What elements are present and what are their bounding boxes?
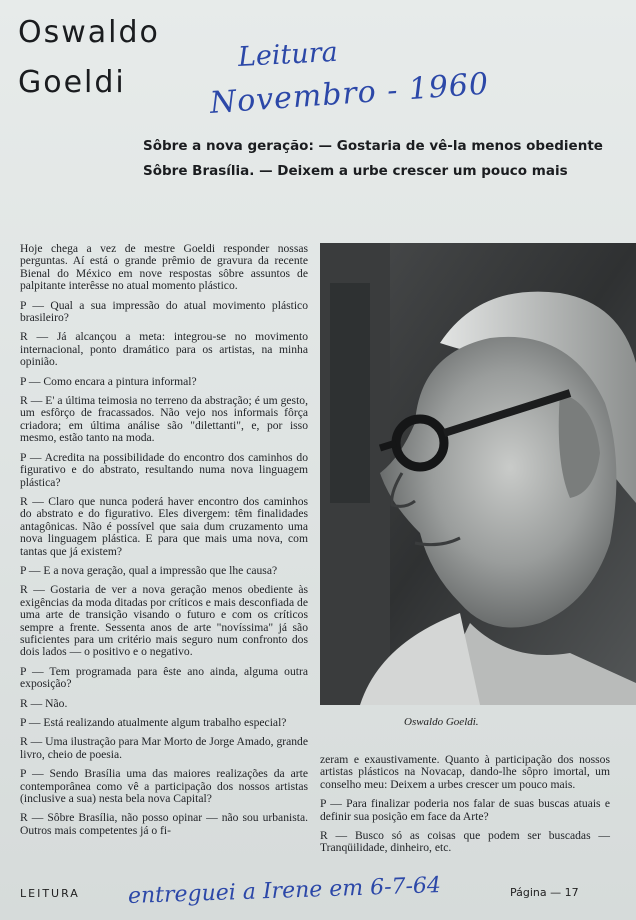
article-left-column [20, 243, 308, 844]
question-3: P — Acredita na possibilidade do encontro dos caminhos do figurativo e do abstrato, resultando numa nova linguagem plástica? [20, 450, 308, 489]
article-right-column [320, 754, 610, 862]
photo-caption: Oswaldo Goeldi. [404, 716, 479, 728]
page-number: Página — 17 [510, 886, 579, 899]
question-6: P — Está realizando atualmente algum trabalho especial? [20, 716, 287, 729]
handwritten-note-date: Novembro - 1960 [208, 66, 491, 121]
handwritten-note-leitura: Leitura [237, 36, 339, 73]
author-name [18, 8, 160, 108]
question-1: P — Qual a sua impressão do atual movimento plástico brasileiro? [20, 298, 308, 325]
portrait-illustration [320, 243, 636, 705]
author-first-name: Oswaldo [18, 15, 160, 50]
answer-1: R — Já alcançou a meta: integrou-se no movimento internacional, ponto dramático para os artistas, na minha opinião. [20, 330, 308, 369]
article-intro: Hoje chega a vez de mestre Goeldi responder nossas perguntas. Aí está o grande prêmio de gravura da recente Bienal do México em nove respostas sôbre assuntos de palpitante interêsse no atual momento plástico. [20, 242, 308, 293]
answer-6: R — Uma ilustração para Mar Morto de Jorge Amado, grande livro, cheio de poesia. [20, 735, 308, 761]
answer-4: R — Gostaria de ver a nova geração menos obediente às exigências da moda ditadas por críticos e mais desconfiada de uma arte de transição visando o futuro e com os críticos sempre a frente. Sessenta anos de arte "novíssima" já são suficientes para um critério mais seguro num confronto dos dois lados — o positivo e o negativo. [20, 583, 308, 659]
answer-8: R — Busco só as coisas que podem ser buscadas — Tranqüilidade, dinheiro, etc. [320, 829, 610, 855]
handwritten-delivery-note: entreguei a Irene em 6-7-64 [127, 873, 442, 909]
question-4: P — E a nova geração, qual a impressão que lhe causa? [20, 563, 278, 577]
answer-7-end: zeram e exaustivamente. Quanto à participação dos nossos artistas plásticos na Novacap, dando-lhe sôpro imortal, um conselho meu: Deixem a urbes crescer um pouco mais. [320, 753, 610, 791]
answer-5: R — Não. [20, 696, 68, 710]
subhead-nova-geracao: Sôbre a nova geração: — Gostaria de vê-la menos obediente [143, 138, 603, 154]
answer-2: R — E' a última teimosia no terreno da abstração; é um gesto, um esfôrço de fracassados. Não vejo nos informais fôrça criadora; em última análise são "dilettanti", e, por isso mesmo, estão tanto na moda. [20, 394, 308, 445]
question-2: P — Como encara a pintura informal? [20, 374, 197, 388]
answer-3: R — Claro que nunca poderá haver encontro dos caminhos do abstrato e do figurativo. Eles divergem: têm finalidades antagônicas. Não é possível que saia dum cruzamento uma nova linguagem plástica. E para que mais uma nova, com tantas que já existem? [20, 494, 308, 558]
subheadings [143, 134, 623, 184]
portrait-photo [320, 243, 636, 705]
subhead-brasilia: Sôbre Brasília. — Deixem a urbe crescer um pouco mais [143, 163, 568, 179]
magazine-name: LEITURA [20, 887, 80, 900]
question-7: P — Sendo Brasília uma das maiores realizações da arte contemporânea como vê a participação dos nossos artistas (inclusive a sua) nesta bela nova Capital? [20, 767, 308, 806]
question-8: P — Para finalizar poderia nos falar de suas buscas atuais e definir sua posição em face da Arte? [320, 797, 610, 823]
author-last-name: Goeldi [18, 65, 126, 100]
question-5: P — Tem programada para êste ano ainda, alguma outra exposição? [20, 664, 308, 691]
answer-7-start: R — Sôbre Brasília, não posso opinar — não sou urbanista. Outros mais competentes já o fi- [20, 811, 308, 837]
